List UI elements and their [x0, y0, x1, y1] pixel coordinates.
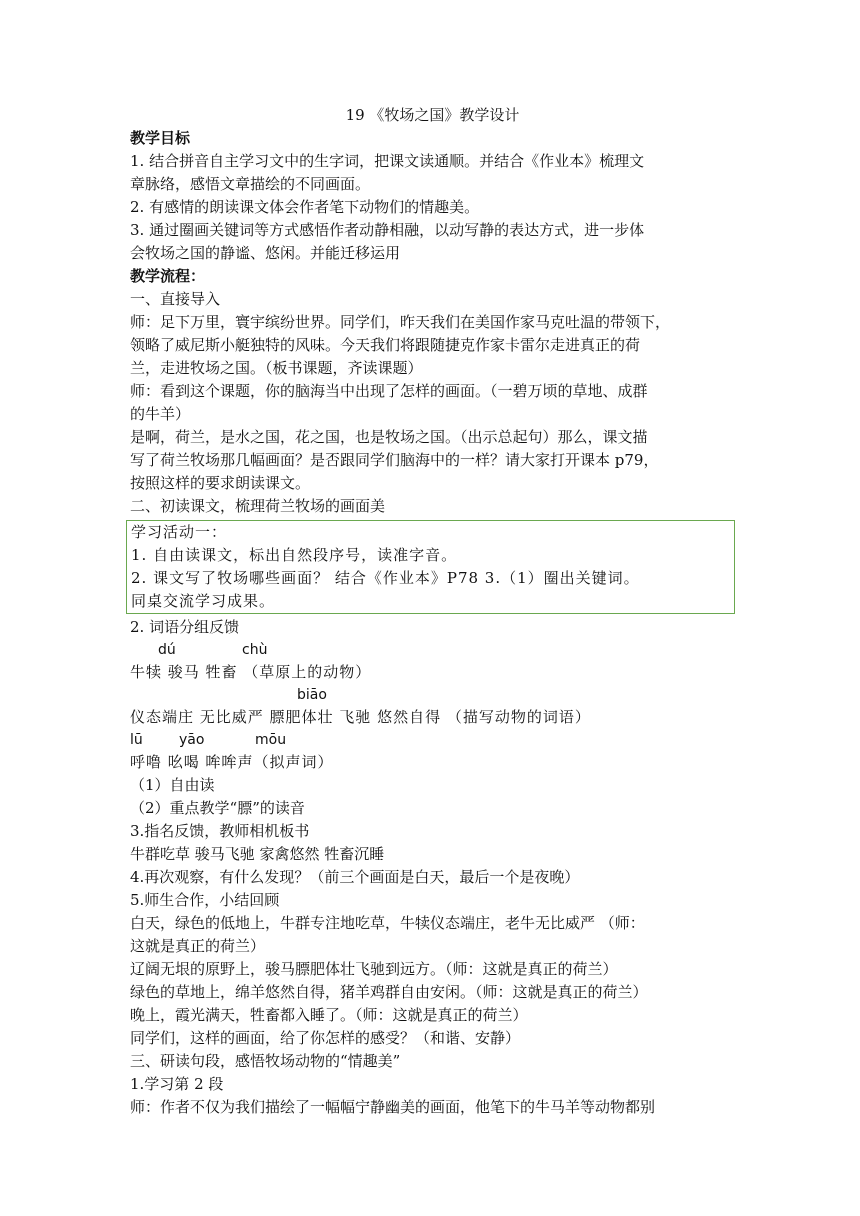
paragraph-line: （2）重点教学“膘”的读音 — [130, 799, 305, 817]
document-body — [130, 104, 735, 1119]
paragraph-line: 二、初读课文，梳理荷兰牧场的画面美 — [130, 497, 386, 515]
paragraph-line: 兰，走进牧场之国。（板书课题，齐读课题） — [130, 359, 423, 377]
flow-heading: 教学流程： — [130, 267, 206, 285]
paragraph-line: 辽阔无垠的原野上，骏马膘肥体壮飞驰到远方。（师：这就是真正的荷兰） — [130, 960, 618, 978]
paragraph-line: 牛群吃草 骏马飞驰 家禽悠然 牲畜沉睡 — [130, 845, 385, 863]
paragraph-line: 1.学习第 2 段 — [130, 1075, 224, 1093]
paragraph-line: 5.师生合作，小结回顾 — [130, 891, 280, 909]
goals-heading: 教学目标 — [130, 129, 191, 147]
word-group: 仪态端庄 无比威严 膘肥体壮 飞驰 悠然自得 （描写动物的词语） — [130, 708, 591, 726]
pinyin: biāo — [297, 687, 327, 703]
feedback-heading: 2. 词语分组反馈 — [130, 618, 240, 636]
goal-line: 章脉络，感悟文章描绘的不同画面。 — [130, 175, 371, 193]
pinyin: dú — [158, 642, 176, 658]
paragraph-line: 领略了威尼斯小艇独特的风味。今天我们将跟随捷克作家卡雷尔走进真正的荷 — [130, 336, 641, 354]
paragraph-line: 这就是真正的荷兰） — [130, 937, 266, 955]
paragraph-line: 一、直接导入 — [130, 290, 221, 308]
pinyin: mōu — [255, 732, 287, 748]
paragraph-line: 4.再次观察，有什么发现？（前三个画面是白天，最后一个是夜晚） — [130, 868, 580, 886]
goal-line: 2. 有感情的朗读课文体会作者笔下动物们的情趣美。 — [130, 198, 480, 216]
paragraph-line: 白天，绿色的低地上，牛群专注地吃草，牛犊仪态端庄，老牛无比威严 （师： — [130, 914, 645, 932]
pinyin: chù — [242, 642, 268, 658]
paragraph-line: 按照这样的要求朗读课文。 — [130, 474, 311, 492]
pinyin: lū — [130, 732, 143, 748]
activity-line: 1. 自由读课文，标出自然段序号，读准字音。 — [131, 546, 458, 564]
page-title: 19 《牧场之国》教学设计 — [345, 106, 520, 124]
paragraph-line: 三、研读句段，感悟牧场动物的“情趣美” — [130, 1052, 401, 1070]
goal-line: 会牧场之国的静谧、悠闲。并能迁移运用 — [130, 244, 401, 262]
pinyin-row — [130, 729, 735, 751]
paragraph-line: 绿色的草地上，绵羊悠然自得，猪羊鸡群自由安闲。（师：这就是真正的荷兰） — [130, 983, 648, 1001]
word-group: 牛犊 骏马 牲畜 （草原上的动物） — [130, 663, 372, 681]
paragraph-line: 师：作者不仅为我们描绘了一幅幅宁静幽美的画面，他笔下的牛马羊等动物都别 — [130, 1098, 656, 1116]
activity-line: 2. 课文写了牧场哪些画面？ 结合《作业本》P78 3.（1）圈出关键词。 — [131, 569, 640, 587]
paragraph-line: 晚上，霞光满天，牲畜都入睡了。（师：这就是真正的荷兰） — [130, 1006, 528, 1024]
paragraph-line: 师：看到这个课题，你的脑海当中出现了怎样的画面。（一碧万顷的草地、成群 — [130, 382, 648, 400]
paragraph-line: 的牛羊） — [130, 405, 191, 423]
paragraph-line: 是啊，荷兰，是水之国，花之国，也是牧场之国。（出示总起句）那么，课文描 — [130, 428, 648, 446]
learning-activity-box — [126, 520, 735, 614]
paragraph-line: 师：足下万里，寰宇缤纷世界。同学们，昨天我们在美国作家马克吐温的带领下， — [130, 313, 671, 331]
pinyin-row — [130, 684, 735, 706]
paragraph-line: 3.指名反馈，教师相机板书 — [130, 822, 310, 840]
paragraph-line: （1）自由读 — [130, 776, 215, 794]
pinyin-row — [130, 639, 735, 661]
activity-line: 同桌交流学习成果。 — [131, 592, 276, 610]
goal-line: 3. 通过圈画关键词等方式感悟作者动静相融，以动写静的表达方式，进一步体 — [130, 221, 645, 239]
pinyin: yāo — [179, 732, 205, 748]
word-group: 呼噜 吆喝 哞哞声（拟声词） — [130, 753, 334, 771]
paragraph-line: 同学们，这样的画面，给了你怎样的感受？（和谐、安静） — [130, 1029, 521, 1047]
goal-line: 1. 结合拼音自主学习文中的生字词，把课文读通顺。并结合《作业本》梳理文 — [130, 152, 645, 170]
activity-line: 学习活动一： — [131, 523, 228, 541]
paragraph-line: 写了荷兰牧场那几幅画面？是否跟同学们脑海中的一样？请大家打开课本 p79， — [130, 451, 659, 469]
